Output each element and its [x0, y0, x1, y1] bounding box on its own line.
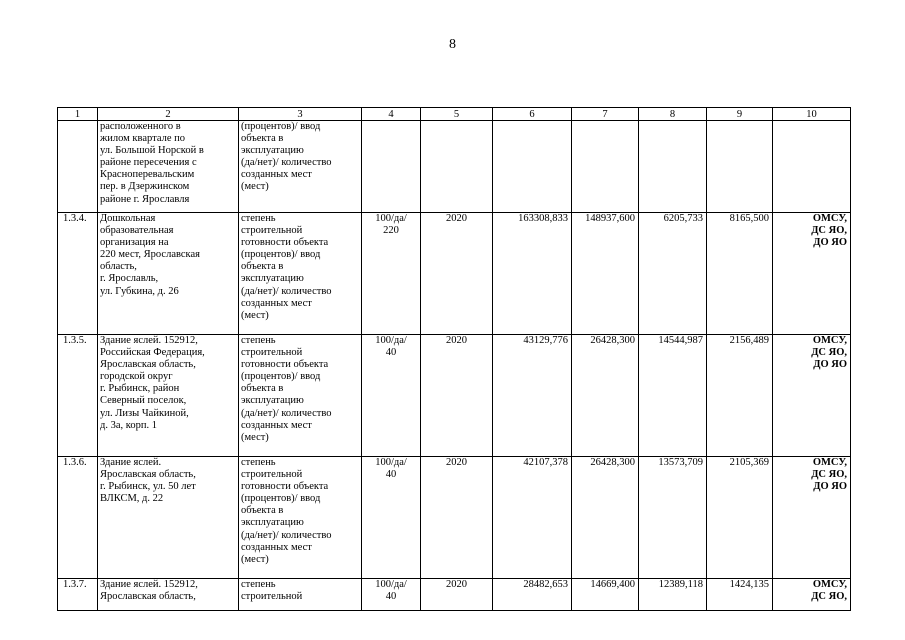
- indicator: [239, 213, 362, 335]
- item-number: 1.3.5.: [58, 335, 98, 457]
- object-name-line: образовательная: [100, 225, 174, 237]
- table-row: [58, 213, 851, 335]
- indicator-line: степень: [241, 335, 276, 346]
- target-value: [362, 457, 421, 579]
- column-header: 8: [639, 108, 707, 121]
- indicator-line: (процентов)/ ввод: [241, 249, 321, 261]
- amount-col8: 12389,118: [639, 579, 707, 611]
- year: 2020: [421, 579, 493, 611]
- indicator-line: готовности объекта: [241, 481, 329, 493]
- indicator-line: степень: [241, 457, 276, 468]
- amount-col7: 148937,600: [572, 213, 639, 335]
- object-name-line: расположенного в: [100, 121, 181, 132]
- indicator-line: (процентов)/ ввод: [241, 371, 321, 383]
- indicator-line: созданных мест: [241, 541, 312, 553]
- executors: [773, 335, 851, 457]
- object-name: [98, 213, 239, 335]
- target-value-line: 40: [385, 591, 397, 603]
- executors-line: ОМСУ,: [812, 457, 847, 468]
- indicator-line: эксплуатацию: [241, 273, 304, 285]
- target-value: [362, 121, 421, 213]
- indicator-line: (да/нет)/ количество: [241, 407, 332, 419]
- column-header: 2: [98, 108, 239, 121]
- executors: [773, 121, 851, 213]
- indicator-line: объекта в: [241, 505, 284, 517]
- measures-table: [57, 107, 851, 611]
- amount-col9: 8165,500: [707, 213, 773, 335]
- indicator-line: (да/нет)/ количество: [241, 529, 332, 541]
- indicator: [239, 457, 362, 579]
- amount-col7: 26428,300: [572, 335, 639, 457]
- amount-col6: 43129,776: [493, 335, 572, 457]
- year: 2020: [421, 335, 493, 457]
- amount-col6: 42107,378: [493, 457, 572, 579]
- column-header: 4: [362, 108, 421, 121]
- table-row: [58, 457, 851, 579]
- target-value-line: 220: [383, 225, 399, 237]
- target-value: [362, 579, 421, 611]
- object-name: [98, 335, 239, 457]
- amount-col8: 13573,709: [639, 457, 707, 579]
- indicator-line: (мест): [241, 309, 269, 321]
- indicator-line: объекта в: [241, 261, 284, 273]
- indicator-line: (мест): [241, 181, 269, 193]
- indicator: [239, 335, 362, 457]
- amount-col8: [639, 121, 707, 213]
- indicator-line: (да/нет)/ количество: [241, 285, 332, 297]
- column-header: 7: [572, 108, 639, 121]
- object-name-line: Северный поселок,: [100, 395, 187, 407]
- amount-col6: [493, 121, 572, 213]
- column-header: 10: [773, 108, 851, 121]
- indicator-line: созданных мест: [241, 169, 312, 181]
- target-value: [362, 213, 421, 335]
- object-name-line: область,: [100, 261, 137, 273]
- indicator-line: эксплуатацию: [241, 145, 304, 157]
- object-name-line: Дошкольная: [100, 213, 156, 224]
- indicator: [239, 121, 362, 213]
- executors-line: ОМСУ,: [812, 213, 847, 224]
- indicator-line: созданных мест: [241, 297, 312, 309]
- column-header: 6: [493, 108, 572, 121]
- table-row: [58, 121, 851, 213]
- object-name-line: организация на: [100, 237, 169, 249]
- year: 2020: [421, 213, 493, 335]
- amount-col7: 14669,400: [572, 579, 639, 611]
- item-number: 1.3.7.: [58, 579, 98, 611]
- indicator-line: эксплуатацию: [241, 395, 304, 407]
- object-name-line: ул. Большой Норской в: [100, 145, 204, 157]
- amount-col9: 2156,489: [707, 335, 773, 457]
- amount-col6: 163308,833: [493, 213, 572, 335]
- object-name-line: жилом квартале по: [100, 133, 185, 145]
- object-name-line: г. Ярославль,: [100, 273, 159, 285]
- executors-line: ДС ЯО,: [811, 225, 847, 237]
- executors-line: ДС ЯО,: [811, 347, 847, 359]
- target-value-line: 100/да/: [375, 457, 407, 468]
- amount-col8: 6205,733: [639, 213, 707, 335]
- executors-line: ДО ЯО: [813, 359, 847, 371]
- indicator-line: (процентов)/ ввод: [241, 121, 321, 132]
- object-name-line: Красноперевальским: [100, 169, 195, 181]
- indicator-line: строительной: [241, 469, 303, 481]
- indicator-line: созданных мест: [241, 419, 312, 431]
- object-name-line: Ярославская область,: [100, 469, 196, 481]
- item-number: 1.3.6.: [58, 457, 98, 579]
- object-name: [98, 457, 239, 579]
- object-name-line: д. 3а, корп. 1: [100, 419, 157, 431]
- object-name-line: 220 мест, Ярославская: [100, 249, 200, 261]
- executors: [773, 579, 851, 611]
- amount-col7: 26428,300: [572, 457, 639, 579]
- indicator-line: строительной: [241, 347, 303, 359]
- target-value-line: 100/да/: [375, 579, 407, 590]
- target-value: [362, 335, 421, 457]
- object-name-line: городской округ: [100, 371, 173, 383]
- object-name-line: ул. Губкина, д. 26: [100, 285, 179, 297]
- indicator-line: строительной: [241, 225, 303, 237]
- object-name-line: г. Рыбинск, ул. 50 лет: [100, 481, 196, 493]
- target-value-line: 100/да/: [375, 335, 407, 346]
- indicator: [239, 579, 362, 611]
- table-row: [58, 579, 851, 611]
- indicator-line: объекта в: [241, 133, 284, 145]
- amount-col9: 2105,369: [707, 457, 773, 579]
- column-header: 1: [58, 108, 98, 121]
- amount-col6: 28482,653: [493, 579, 572, 611]
- item-number: [58, 121, 98, 213]
- executors: [773, 213, 851, 335]
- object-name-line: районе г. Ярославля: [100, 193, 190, 205]
- object-name-line: Здание яслей. 152912,: [100, 335, 198, 346]
- object-name-line: пер. в Дзержинском: [100, 181, 190, 193]
- object-name-line: г. Рыбинск, район: [100, 383, 180, 395]
- object-name-line: районе пересечения с: [100, 157, 197, 169]
- amount-col9: [707, 121, 773, 213]
- indicator-line: степень: [241, 579, 276, 590]
- amount-col8: 14544,987: [639, 335, 707, 457]
- target-value-line: 40: [385, 469, 397, 481]
- object-name-line: Ярославская область,: [100, 359, 196, 371]
- indicator-line: (да/нет)/ количество: [241, 157, 332, 169]
- amount-col9: 1424,135: [707, 579, 773, 611]
- indicator-line: (мест): [241, 553, 269, 565]
- executors: [773, 457, 851, 579]
- executors-line: ДО ЯО: [813, 237, 847, 249]
- table-row: [58, 335, 851, 457]
- column-header: 9: [707, 108, 773, 121]
- indicator-line: готовности объекта: [241, 237, 329, 249]
- indicator-line: эксплуатацию: [241, 517, 304, 529]
- executors-line: ОМСУ,: [812, 579, 847, 590]
- indicator-line: строительной: [241, 591, 303, 603]
- object-name-line: Здание яслей.: [100, 457, 162, 468]
- indicator-line: степень: [241, 213, 276, 224]
- object-name: [98, 121, 239, 213]
- object-name-line: Ярославская область,: [100, 591, 196, 603]
- executors-line: ДС ЯО,: [811, 591, 847, 603]
- object-name-line: Российская Федерация,: [100, 347, 205, 359]
- target-value-line: 40: [385, 347, 397, 359]
- object-name-line: Здание яслей. 152912,: [100, 579, 198, 590]
- executors-line: ДС ЯО,: [811, 469, 847, 481]
- executors-line: ОМСУ,: [812, 335, 847, 346]
- target-value-line: 100/да/: [375, 213, 407, 224]
- column-number-row: [58, 108, 851, 121]
- page-number: 8: [449, 37, 456, 52]
- column-header: 3: [239, 108, 362, 121]
- object-name-line: ВЛКСМ, д. 22: [100, 493, 164, 505]
- column-header: 5: [421, 108, 493, 121]
- object-name: [98, 579, 239, 611]
- indicator-line: (процентов)/ ввод: [241, 493, 321, 505]
- amount-col7: [572, 121, 639, 213]
- indicator-line: объекта в: [241, 383, 284, 395]
- year: [421, 121, 493, 213]
- year: 2020: [421, 457, 493, 579]
- indicator-line: (мест): [241, 431, 269, 443]
- object-name-line: ул. Лизы Чайкиной,: [100, 407, 189, 419]
- indicator-line: готовности объекта: [241, 359, 329, 371]
- executors-line: ДО ЯО: [813, 481, 847, 493]
- table-body: [58, 108, 851, 611]
- item-number: 1.3.4.: [58, 213, 98, 335]
